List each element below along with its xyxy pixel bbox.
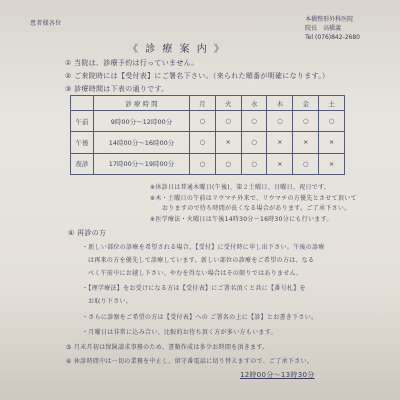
mark-cell: × xyxy=(293,132,319,153)
note-1: ※休診日は普通木曜日(午後)、第２土曜日、日曜日、祝日です。 xyxy=(150,184,331,191)
section-4-line: ・【理学療法】をお受けになる方は【受付表】にご署名頂くと共に【番号札】を xyxy=(82,285,306,292)
section-4-line: べく午前中にお越し下さい。やむを得ない場合はその限りではありません。 xyxy=(88,270,303,277)
mark-cell: ○ xyxy=(190,132,216,153)
mark-cell: ○ xyxy=(267,111,293,132)
item-2: ② ご来院時には【受付表】にご署名下さい。（来られた順番が明確になります。） xyxy=(65,72,330,80)
row-time: 14時00分～16時00分 xyxy=(94,132,190,153)
schedule-table xyxy=(70,95,345,175)
section-4-line: お取り下さい。 xyxy=(88,298,133,305)
clinic-header xyxy=(305,15,360,42)
day-header: 月 xyxy=(190,96,216,111)
row-time: 17時00分～19時00分 xyxy=(94,153,190,174)
clinic-name: 本橋整形外科医院 xyxy=(305,16,354,23)
day-header: 土 xyxy=(319,96,345,111)
day-header: 木 xyxy=(267,96,293,111)
item-6: ⑥ 休診時間中は一切の業務を中止し、留守番電話に切り替えますので、ご了承下さい。 xyxy=(66,358,314,365)
mark-cell: ○ xyxy=(241,111,267,132)
page-title: 《 診 療 案 内 》 xyxy=(128,44,226,55)
section-4-title: ④ 再診の方 xyxy=(68,229,107,237)
mark-cell: ○ xyxy=(293,153,319,174)
row-time: 9時00分～12時00分 xyxy=(94,111,190,132)
mark-cell: ○ xyxy=(190,153,216,174)
closing-hours: 12時00分～13時30分 xyxy=(240,371,315,379)
day-header: 金 xyxy=(293,96,319,111)
note-2: ※木・土曜日の午前はリウマチ外来で、リウマチの方優先とさせて頂いて xyxy=(150,195,357,202)
mark-cell: × xyxy=(267,153,293,174)
clinic-tel: Tel (076)842-2680 xyxy=(305,34,360,41)
section-4-line: は再来の方を優先して診療しています。新しい部位の診療をご希望の方は、なる xyxy=(88,257,315,264)
director: 院長 高橋義 xyxy=(305,25,342,32)
mark-cell: ○ xyxy=(319,111,345,132)
day-header: 火 xyxy=(215,96,241,111)
section-4-line: ・さらに診察をご希望の方は【受付表】への ご署名の上に【診】とお書き下さい。 xyxy=(82,314,318,321)
mark-cell: ○ xyxy=(215,111,241,132)
mark-cell: ○ xyxy=(241,132,267,153)
row-label: 午後 xyxy=(71,132,94,153)
note-3: おりますので待ち時間が長くなる場合があります。ご了承下さい。 xyxy=(162,205,351,212)
item-5: ⑤ 月末月初は保険請求事務のため、書類作成は多少お時間を頂きます。 xyxy=(66,344,269,351)
table-row xyxy=(71,132,345,153)
item-1: ① 当院は、診療予約は行っていません。 xyxy=(65,59,199,67)
mark-cell: ○ xyxy=(190,111,216,132)
item-3: ③ 診療時間は下表の通りです。 xyxy=(65,85,169,93)
row-label: 夜診 xyxy=(71,153,94,174)
notice-to: 患者様各位 xyxy=(30,20,62,27)
section-4-line: ・月曜日は非常に込み合い、比較的お待ち頂く方が多い方もいます。 xyxy=(82,329,277,336)
mark-cell: × xyxy=(267,132,293,153)
day-header: 水 xyxy=(241,96,267,111)
corner-cell xyxy=(71,96,94,111)
mark-cell: ○ xyxy=(293,111,319,132)
mark-cell: × xyxy=(215,132,241,153)
table-row xyxy=(71,153,345,174)
mark-cell: ○ xyxy=(215,153,241,174)
table-row xyxy=(71,111,345,132)
mark-cell: × xyxy=(319,132,345,153)
mark-cell: ○ xyxy=(241,153,267,174)
mark-cell: × xyxy=(319,153,345,174)
section-4-line: ・新しい部位の診療を希望される場合、【受付】に受付時に申し出下さい。午後の診療 xyxy=(82,244,325,251)
note-4: ※医学療法・火曜日は午後14時30分～16時30分にも行います。 xyxy=(150,216,333,223)
row-label: 午前 xyxy=(71,111,94,132)
col-time-header: 診 療 時 間 xyxy=(94,96,190,111)
